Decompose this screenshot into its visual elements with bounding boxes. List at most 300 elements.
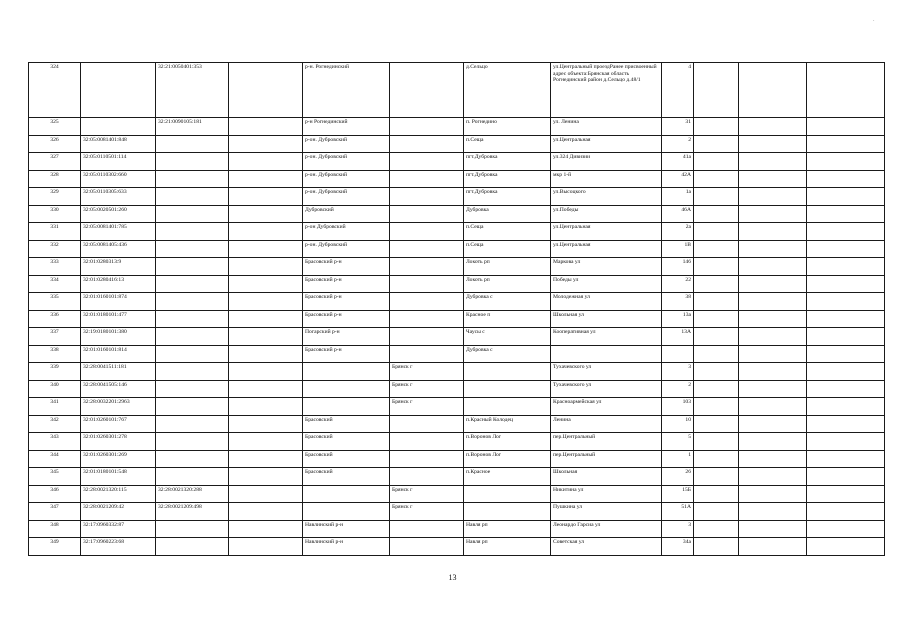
empty-cell <box>807 468 885 486</box>
empty-cell <box>739 205 807 223</box>
cadastral-number-2-cell <box>156 223 229 241</box>
city-cell <box>390 538 464 556</box>
settlement-cell: пгт.Дубровка <box>464 170 551 188</box>
row-number: 329 <box>29 188 81 206</box>
row-number: 331 <box>29 223 81 241</box>
empty-cell <box>739 415 807 433</box>
city-cell <box>390 223 464 241</box>
empty-cell <box>739 363 807 381</box>
table-row <box>29 240 885 258</box>
street-cell: ул.Центральный проездРанее присвоенный адрес объекта:Брянская область Рогнединский район д.Сельцо д.48/1 <box>551 63 662 118</box>
empty-cell <box>694 398 739 416</box>
empty-cell <box>807 310 885 328</box>
empty-cell <box>807 450 885 468</box>
city-cell: Брянск г <box>390 485 464 503</box>
settlement-cell: Дубровка <box>464 205 551 223</box>
row-number: 343 <box>29 433 81 451</box>
settlement-cell: п. Рогнедино <box>464 118 551 136</box>
empty-cell <box>739 293 807 311</box>
city-cell <box>390 205 464 223</box>
empty-cell <box>229 398 303 416</box>
empty-cell <box>807 258 885 276</box>
row-number: 338 <box>29 345 81 363</box>
house-number-cell: 3 <box>662 520 694 538</box>
city-cell <box>390 275 464 293</box>
street-cell: Маркова ул <box>551 258 662 276</box>
empty-cell <box>229 205 303 223</box>
empty-cell <box>694 63 739 118</box>
settlement-cell: Навля рп <box>464 538 551 556</box>
empty-cell <box>229 223 303 241</box>
row-number: 340 <box>29 380 81 398</box>
district-cell: Брасовский р-н <box>303 258 390 276</box>
empty-cell <box>807 240 885 258</box>
street-cell: Пушкина ул <box>551 503 662 521</box>
empty-cell <box>807 63 885 118</box>
table-row <box>29 310 885 328</box>
street-cell: ул.Центральная <box>551 135 662 153</box>
house-number-cell: 1а <box>662 188 694 206</box>
district-cell: Брасовский <box>303 433 390 451</box>
settlement-cell: Красное п <box>464 310 551 328</box>
street-cell: ул.324 Дивизии <box>551 153 662 171</box>
table-row <box>29 205 885 223</box>
cadastral-number-cell: 32:28:0021209:42 <box>81 503 156 521</box>
empty-cell <box>694 468 739 486</box>
cadastral-number-2-cell <box>156 520 229 538</box>
table-row <box>29 63 885 118</box>
street-cell: ул. Ленина <box>551 118 662 136</box>
city-cell <box>390 188 464 206</box>
city-cell: Брянск г <box>390 398 464 416</box>
district-cell: Брасовский р-н <box>303 345 390 363</box>
house-number-cell: 2 <box>662 380 694 398</box>
house-number-cell: 41а <box>662 153 694 171</box>
city-cell <box>390 240 464 258</box>
row-number: 330 <box>29 205 81 223</box>
empty-cell <box>694 503 739 521</box>
cadastral-number-cell: 32:01:0160101:814 <box>81 345 156 363</box>
row-number: 326 <box>29 135 81 153</box>
settlement-cell <box>464 503 551 521</box>
empty-cell <box>229 433 303 451</box>
empty-cell <box>739 328 807 346</box>
cadastral-number-2-cell: 32:21:0050401:353 <box>156 63 229 118</box>
table-row <box>29 135 885 153</box>
row-number: 335 <box>29 293 81 311</box>
empty-cell <box>739 345 807 363</box>
table-row <box>29 275 885 293</box>
empty-cell <box>229 170 303 188</box>
house-number-cell: 38 <box>662 293 694 311</box>
house-number-cell: 2а <box>662 223 694 241</box>
row-number: 324 <box>29 63 81 118</box>
city-cell <box>390 258 464 276</box>
table-row <box>29 468 885 486</box>
house-number-cell: 3 <box>662 363 694 381</box>
row-number: 345 <box>29 468 81 486</box>
house-number-cell: 31 <box>662 118 694 136</box>
empty-cell <box>694 170 739 188</box>
street-cell: Никитина ул <box>551 485 662 503</box>
cadastral-number-2-cell <box>156 363 229 381</box>
empty-cell <box>739 485 807 503</box>
house-number-cell: 51А <box>662 503 694 521</box>
empty-cell <box>229 310 303 328</box>
empty-cell <box>807 380 885 398</box>
cadastral-number-2-cell <box>156 345 229 363</box>
empty-cell <box>229 118 303 136</box>
settlement-cell: п.Красное <box>464 468 551 486</box>
cadastral-number-cell: 32:01:0280313:9 <box>81 258 156 276</box>
table-row <box>29 223 885 241</box>
empty-cell <box>739 538 807 556</box>
settlement-cell: п.Красный Колодец <box>464 415 551 433</box>
cadastral-number-2-cell <box>156 275 229 293</box>
cadastral-number-2-cell <box>156 450 229 468</box>
city-cell: Брянск г <box>390 503 464 521</box>
cadastral-number-cell: 32:05:0020501:260 <box>81 205 156 223</box>
empty-cell <box>807 135 885 153</box>
empty-cell <box>807 223 885 241</box>
empty-cell <box>807 520 885 538</box>
district-cell: Брасовский <box>303 450 390 468</box>
cadastral-number-cell: 32:05:0081401:848 <box>81 135 156 153</box>
row-number: 342 <box>29 415 81 433</box>
empty-cell <box>807 538 885 556</box>
settlement-cell: Навля рп <box>464 520 551 538</box>
row-number: 341 <box>29 398 81 416</box>
house-number-cell: 5 <box>662 433 694 451</box>
empty-cell <box>694 135 739 153</box>
street-cell: ул.Центральная <box>551 240 662 258</box>
settlement-cell: п.Сеща <box>464 240 551 258</box>
street-cell: ул.Центральная <box>551 223 662 241</box>
city-cell <box>390 433 464 451</box>
cadastral-number-cell: 32:28:0041505:146 <box>81 380 156 398</box>
house-number-cell: 15Б <box>662 485 694 503</box>
table-row <box>29 380 885 398</box>
empty-cell <box>694 363 739 381</box>
cadastral-number-cell: 32:01:0260301:278 <box>81 433 156 451</box>
table-row <box>29 503 885 521</box>
empty-cell <box>739 433 807 451</box>
table-row <box>29 293 885 311</box>
address-table <box>28 62 885 556</box>
street-cell: пер.Центральный <box>551 433 662 451</box>
settlement-cell: п.Воронов Лог <box>464 450 551 468</box>
row-number: 339 <box>29 363 81 381</box>
district-cell: р-он. Дубровский <box>303 188 390 206</box>
district-cell: Навлинский р-н <box>303 520 390 538</box>
empty-cell <box>229 415 303 433</box>
cadastral-number-2-cell: 32:21:0090105:181 <box>156 118 229 136</box>
empty-cell <box>807 205 885 223</box>
cadastral-number-2-cell <box>156 468 229 486</box>
table-row <box>29 328 885 346</box>
cadastral-number-cell: 32:01:0180101:477 <box>81 310 156 328</box>
row-number: 347 <box>29 503 81 521</box>
district-cell <box>303 398 390 416</box>
house-number-cell: 13а <box>662 310 694 328</box>
cadastral-number-2-cell <box>156 433 229 451</box>
cadastral-number-2-cell <box>156 240 229 258</box>
cadastral-number-2-cell <box>156 415 229 433</box>
empty-cell <box>694 310 739 328</box>
row-number: 334 <box>29 275 81 293</box>
empty-cell <box>739 503 807 521</box>
city-cell: Брянск г <box>390 380 464 398</box>
empty-cell <box>229 503 303 521</box>
city-cell <box>390 63 464 118</box>
street-cell <box>551 345 662 363</box>
empty-cell <box>807 275 885 293</box>
house-number-cell: 103 <box>662 398 694 416</box>
cadastral-number-cell: 32:05:0110501:114 <box>81 153 156 171</box>
district-cell <box>303 380 390 398</box>
empty-cell <box>229 188 303 206</box>
settlement-cell <box>464 398 551 416</box>
cadastral-number-2-cell <box>156 135 229 153</box>
empty-cell <box>807 398 885 416</box>
empty-cell <box>229 258 303 276</box>
empty-cell <box>694 485 739 503</box>
table-row <box>29 363 885 381</box>
settlement-cell <box>464 363 551 381</box>
empty-cell <box>694 450 739 468</box>
street-cell: Ленина <box>551 415 662 433</box>
house-number-cell: 34а <box>662 538 694 556</box>
settlement-cell: Дубровка с <box>464 345 551 363</box>
house-number-cell: 26 <box>662 468 694 486</box>
cadastral-number-2-cell <box>156 153 229 171</box>
house-number-cell: 1В <box>662 240 694 258</box>
cadastral-number-cell: 32:05:0081401:785 <box>81 223 156 241</box>
row-number: 327 <box>29 153 81 171</box>
district-cell: Погарский р-н <box>303 328 390 346</box>
empty-cell <box>807 153 885 171</box>
settlement-cell <box>464 485 551 503</box>
house-number-cell: 4 <box>662 63 694 118</box>
settlement-cell: Локоть рп <box>464 258 551 276</box>
street-cell: Красноармейская ул <box>551 398 662 416</box>
street-cell: ул.Высоцкого <box>551 188 662 206</box>
district-cell <box>303 363 390 381</box>
cadastral-number-cell: 32:01:0180101:548 <box>81 468 156 486</box>
street-cell: Советская ул <box>551 538 662 556</box>
city-cell <box>390 450 464 468</box>
settlement-cell: Чаусы с <box>464 328 551 346</box>
cadastral-number-2-cell <box>156 398 229 416</box>
house-number-cell: 1 <box>662 450 694 468</box>
empty-cell <box>739 275 807 293</box>
empty-cell <box>229 153 303 171</box>
row-number: 349 <box>29 538 81 556</box>
street-cell: ул.Победы <box>551 205 662 223</box>
district-cell: Дубровский <box>303 205 390 223</box>
row-number: 346 <box>29 485 81 503</box>
empty-cell <box>807 485 885 503</box>
cadastral-number-cell <box>81 63 156 118</box>
cadastral-number-cell: 32:05:0110302:660 <box>81 170 156 188</box>
empty-cell <box>739 520 807 538</box>
settlement-cell <box>464 380 551 398</box>
empty-cell <box>807 293 885 311</box>
table-row <box>29 398 885 416</box>
cadastral-number-cell: 32:17:0960332:87 <box>81 520 156 538</box>
table-row <box>29 433 885 451</box>
settlement-cell: п.Воронов Лог <box>464 433 551 451</box>
city-cell: Брянск г <box>390 363 464 381</box>
settlement-cell: п.Сеща <box>464 135 551 153</box>
empty-cell <box>694 153 739 171</box>
house-number-cell: 13А <box>662 328 694 346</box>
row-number: 337 <box>29 328 81 346</box>
cadastral-number-cell: 32:17:0960223:68 <box>81 538 156 556</box>
empty-cell <box>694 345 739 363</box>
empty-cell <box>739 63 807 118</box>
cadastral-number-2-cell <box>156 380 229 398</box>
empty-cell <box>694 240 739 258</box>
empty-cell <box>694 433 739 451</box>
cadastral-number-2-cell <box>156 293 229 311</box>
empty-cell <box>694 223 739 241</box>
city-cell <box>390 170 464 188</box>
district-cell: Брасовский <box>303 468 390 486</box>
empty-cell <box>739 380 807 398</box>
city-cell <box>390 293 464 311</box>
house-number-cell: 10 <box>662 415 694 433</box>
cadastral-number-2-cell <box>156 205 229 223</box>
empty-cell <box>694 293 739 311</box>
cadastral-number-cell <box>81 118 156 136</box>
cadastral-number-cell: 32:01:0260301:269 <box>81 450 156 468</box>
settlement-cell: Локоть рп <box>464 275 551 293</box>
empty-cell <box>807 118 885 136</box>
cadastral-number-2-cell <box>156 170 229 188</box>
district-cell: Навлинский р-н <box>303 538 390 556</box>
empty-cell <box>807 345 885 363</box>
city-cell <box>390 520 464 538</box>
street-cell: Молодежная ул <box>551 293 662 311</box>
empty-cell <box>694 275 739 293</box>
district-cell: р-н. Рогнединский <box>303 63 390 118</box>
cadastral-number-cell: 32:01:0260101:767 <box>81 415 156 433</box>
city-cell <box>390 345 464 363</box>
empty-cell <box>807 328 885 346</box>
street-cell: Школьная <box>551 468 662 486</box>
table-row <box>29 188 885 206</box>
cadastral-number-2-cell: 32:28:0021209:498 <box>156 503 229 521</box>
cadastral-number-cell: 32:01:0280416:13 <box>81 275 156 293</box>
row-number: 336 <box>29 310 81 328</box>
empty-cell <box>229 363 303 381</box>
district-cell: р-он. Дубровский <box>303 240 390 258</box>
house-number-cell: 22 <box>662 275 694 293</box>
house-number-cell: 146 <box>662 258 694 276</box>
empty-cell <box>694 258 739 276</box>
district-cell: Брасовский р-н <box>303 275 390 293</box>
empty-cell <box>229 485 303 503</box>
row-number: 333 <box>29 258 81 276</box>
empty-cell <box>739 153 807 171</box>
empty-cell <box>229 520 303 538</box>
empty-cell <box>807 170 885 188</box>
empty-cell <box>739 450 807 468</box>
empty-cell <box>807 433 885 451</box>
row-number: 348 <box>29 520 81 538</box>
city-cell <box>390 468 464 486</box>
street-cell: Школьная ул <box>551 310 662 328</box>
empty-cell <box>739 135 807 153</box>
district-cell: Брасовский р-н <box>303 310 390 328</box>
settlement-cell: д.Сельцо <box>464 63 551 118</box>
table-row <box>29 258 885 276</box>
empty-cell <box>807 363 885 381</box>
empty-cell <box>739 188 807 206</box>
empty-cell <box>739 468 807 486</box>
table-row <box>29 450 885 468</box>
city-cell <box>390 153 464 171</box>
settlement-cell: пгт.Дубровка <box>464 188 551 206</box>
house-number-cell: 2 <box>662 135 694 153</box>
empty-cell <box>694 415 739 433</box>
empty-cell <box>694 380 739 398</box>
empty-cell <box>229 135 303 153</box>
cadastral-number-cell: 32:01:0160101:874 <box>81 293 156 311</box>
district-cell <box>303 485 390 503</box>
empty-cell <box>229 345 303 363</box>
table-row <box>29 415 885 433</box>
empty-cell <box>229 468 303 486</box>
empty-cell <box>694 328 739 346</box>
settlement-cell: Дубровка с <box>464 293 551 311</box>
district-cell: р-он. Дубровский <box>303 135 390 153</box>
district-cell: р-он. Дубровский <box>303 170 390 188</box>
table-row <box>29 118 885 136</box>
cadastral-number-cell: 32:05:0110305:633 <box>81 188 156 206</box>
row-number: 332 <box>29 240 81 258</box>
empty-cell <box>229 63 303 118</box>
empty-cell <box>229 328 303 346</box>
district-cell: р-н Рогнединский <box>303 118 390 136</box>
district-cell: Брасовский <box>303 415 390 433</box>
district-cell <box>303 503 390 521</box>
empty-cell <box>739 310 807 328</box>
empty-cell <box>739 258 807 276</box>
street-cell: Тухачевского ул <box>551 363 662 381</box>
cadastral-number-cell: 32:28:0021320:115 <box>81 485 156 503</box>
settlement-cell: п.Сеща <box>464 223 551 241</box>
cadastral-number-cell: 32:05:0081405:436 <box>81 240 156 258</box>
table-row <box>29 153 885 171</box>
cadastral-number-2-cell <box>156 258 229 276</box>
city-cell <box>390 415 464 433</box>
city-cell <box>390 118 464 136</box>
street-cell: Победы ул <box>551 275 662 293</box>
empty-cell <box>229 380 303 398</box>
street-cell: мкр 1-й <box>551 170 662 188</box>
city-cell <box>390 310 464 328</box>
cadastral-number-2-cell <box>156 188 229 206</box>
corner-mark: . <box>873 17 875 23</box>
cadastral-number-2-cell <box>156 328 229 346</box>
table-row <box>29 538 885 556</box>
table-row <box>29 520 885 538</box>
street-cell: Кооперативная ул <box>551 328 662 346</box>
cadastral-number-2-cell: 32:28:0021320:288 <box>156 485 229 503</box>
street-cell: Тухачевского ул <box>551 380 662 398</box>
